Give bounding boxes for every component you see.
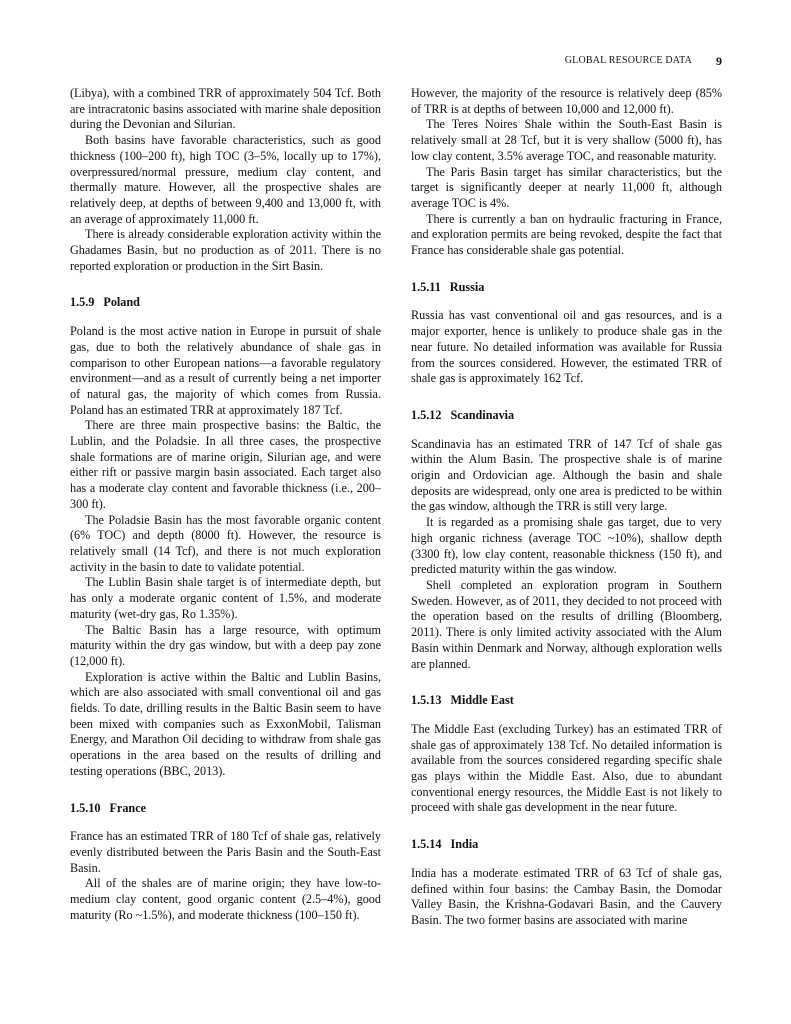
left-column [70, 86, 381, 923]
page-number: 9 [716, 54, 722, 68]
section-heading-middle-east [411, 693, 722, 709]
running-title: GLOBAL RESOURCE DATA [564, 55, 692, 66]
section-title: Poland [103, 295, 140, 310]
section-heading-poland [70, 295, 381, 311]
paragraph: Russia has vast conventional oil and gas resources, and is a major exporter, hence is unlikely to produce shale gas in the near future. No detailed information was available for Russia from the sources considered. However, the estimated TRR of shale gas is approximately 162 Tcf. [411, 308, 722, 386]
section-heading-france [70, 801, 381, 817]
paragraph: The Baltic Basin has a large resource, with optimum maturity within the dry gas window, but with a deep pay zone (12,000 ft). [70, 622, 381, 668]
section-heading-scandinavia [411, 408, 722, 424]
paragraph: (Libya), with a combined TRR of approximately 504 Tcf. Both are intracratonic basins associated with marine shale deposition during the Devonian and Silurian. [70, 86, 381, 132]
paragraph: There is currently a ban on hydraulic fracturing in France, and exploration permits are being revoked, despite the fact that France has considerable shale gas potential. [411, 211, 722, 258]
paragraph: France has an estimated TRR of 180 Tcf of shale gas, relatively evenly distributed between the Paris Basin and the South-East Basin. [70, 829, 381, 875]
section-title: India [450, 837, 479, 852]
paragraph: Scandinavia has an estimated TRR of 147 Tcf of shale gas within the Alum Basin. The prospective shale is of marine origin and Ordovician age. Although the basin and shale deposits are widespread, only one area is predicted to be within the gas window, although the TRR is still very large. [411, 436, 722, 514]
section-number: 1.5.9 [70, 295, 95, 310]
paragraph: It is regarded as a promising shale gas target, due to very high organic richness (average TOC ~10%), shallow depth (3300 ft), low clay content, reasonable thickness (150 ft), and predicted maturity within the gas window. [411, 515, 722, 577]
running-header [70, 55, 722, 71]
paragraph: There is already considerable exploration activity within the Ghadames Basin, but no production as of 2011. There is no reported exploration or production in the Sirt Basin. [70, 227, 381, 273]
section-title: Scandinavia [450, 407, 515, 422]
section-number: 1.5.13 [411, 693, 442, 708]
section-title: Russia [449, 279, 485, 294]
section-heading-india [411, 837, 722, 853]
paragraph: Both basins have favorable characteristics, such as good thickness (100–200 ft), high TOC (3–5%, locally up to 17%), overpressured/normal pressure, medium clay content, and thermally mature. However, all the prospective shales are relatively deep, at depths of between 9,400 and 13,000 ft, with an average of approximately 11,000 ft. [70, 133, 381, 226]
paragraph: The Poladsie Basin has the most favorable organic content (6% TOC) and depth (8000 ft). However, the resource is relatively small (14 Tcf), and there is not much exploration activity in the basin to date to validate potential. [70, 512, 381, 574]
paragraph: India has a moderate estimated TRR of 63 Tcf of shale gas, defined within four basins: the Cambay Basin, the Domodar Valley Basin, the Krishna-Godavari Basin, and the Cauvery Basin. The two former basins are associated with marine [411, 865, 722, 927]
paragraph: All of the shales are of marine origin; they have low-to-medium clay content, good organic content (2.5–4%), good maturity (Ro ~1.5%), and moderate thickness (100–150 ft). [70, 876, 381, 922]
paragraph: Poland is the most active nation in Europe in pursuit of shale gas, due to both the relatively abundance of shale gas in comparison to other European nations—a favorable regulatory environment—and as a result of currently being a net importer of natural gas, the majority of which comes from Russia. Poland has an estimated TRR at approximately 187 Tcf. [70, 324, 381, 417]
paragraph: There are three main prospective basins: the Baltic, the Lublin, and the Poladsie. In all three cases, the prospective shale formations are of marine origin, Silurian age, and were either rift or passive margin basin associated. Each target also has a moderate clay content and favorable thickness (i.e., 200–300 ft). [70, 418, 381, 511]
section-number: 1.5.11 [411, 279, 441, 294]
section-heading-russia [411, 280, 722, 296]
paragraph: However, the majority of the resource is relatively deep (85% of TRR is at depths of between 10,000 and 12,000 ft). [411, 86, 722, 116]
paragraph: The Teres Noires Shale within the South-East Basin is relatively small at 28 Tcf, but it is very shallow (5000 ft), has low clay content, 3.5% average TOC, and reasonable maturity. [411, 117, 722, 163]
paragraph: The Paris Basin target has similar characteristics, but the target is significantly deeper at nearly 11,000 ft, although average TOC is 4%. [411, 164, 722, 210]
section-number: 1.5.12 [411, 407, 442, 422]
paragraph: Shell completed an exploration program in Southern Sweden. However, as of 2011, they decided to not proceed with the operation based on the results of drilling (Bloomberg, 2011). There is only limited activity associated with the Alum Basin within Denmark and Norway, although exploration wells are planned. [411, 577, 722, 671]
paragraph: The Middle East (excluding Turkey) has an estimated TRR of shale gas of approximately 138 Tcf. No detailed information is available from the sources considered regarding specific shale gas plays within the Middle East. Also, due to abundant conventional energy resources, the Middle East is not likely to proceed with shale gas development in the near future. [411, 721, 722, 815]
section-title: Middle East [450, 693, 514, 708]
section-number: 1.5.14 [411, 837, 442, 852]
right-column [411, 86, 722, 929]
paragraph: The Lublin Basin shale target is of intermediate depth, but has only a moderate organic content of 1.5%, and moderate maturity (wet-dry gas, Ro 1.35%). [70, 575, 381, 621]
paragraph: Exploration is active within the Baltic and Lublin Basins, which are also associated with small conventional oil and gas fields. To date, drilling results in the Baltic Basin seem to have been mixed with companies such as ExxonMobil, Talisman Energy, and Marathon Oil deciding to withdraw from shale gas operations in the area based on the results of drilling and testing operations (BBC, 2013). [70, 669, 381, 778]
section-number: 1.5.10 [70, 800, 101, 815]
section-title: France [109, 800, 147, 815]
